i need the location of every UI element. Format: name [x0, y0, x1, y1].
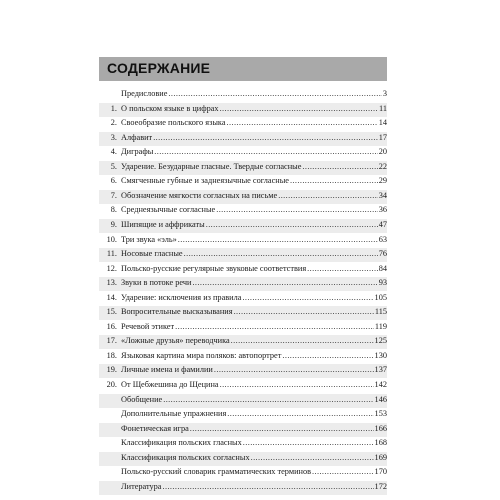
- toc-entry-page: 20: [378, 147, 387, 157]
- toc-entry-number: 20.: [106, 380, 117, 389]
- toc-entry-number: 3.: [110, 132, 117, 142]
- toc-entry: [99, 190, 387, 204]
- toc-entry-title: Фонетическая игра: [121, 423, 189, 433]
- toc-entry-title: Личные имена и фамилии: [121, 365, 213, 375]
- toc-entry: [99, 161, 387, 175]
- dot-leader: [216, 204, 377, 216]
- toc-entry-number: 8.: [110, 205, 117, 215]
- dot-leader: [163, 481, 374, 493]
- toc-entry: [99, 408, 387, 422]
- toc-entry-page: 172: [374, 481, 387, 491]
- toc-entry-title: Ударение: исключения из правила: [121, 292, 242, 302]
- toc-entry-page: 125: [374, 336, 387, 346]
- toc-entry-page: 63: [378, 234, 387, 244]
- toc-entry-page: 169: [374, 452, 387, 462]
- toc-entry: [99, 350, 387, 364]
- toc-entry: [99, 146, 387, 160]
- toc-entry-number: 13.: [106, 278, 117, 288]
- toc-entry-page: 3: [382, 89, 387, 98]
- toc-entry-title: От Щебжешина до Щецина: [121, 380, 219, 389]
- toc-entry-number: 17.: [106, 336, 117, 346]
- dot-leader: [153, 132, 378, 144]
- toc-entry-page: 34: [378, 190, 387, 200]
- toc-entry-number: 11.: [106, 249, 117, 259]
- dot-leader: [184, 248, 378, 260]
- toc-entry-number: 19.: [106, 365, 117, 375]
- toc-entry-title: Предисловие: [121, 89, 168, 98]
- toc-entry: [99, 364, 387, 378]
- toc-entry-number: 10.: [106, 234, 117, 244]
- toc-entry: [99, 466, 387, 480]
- toc-entry-page: 119: [374, 321, 387, 331]
- toc-entry: [99, 117, 387, 131]
- toc-entry: [99, 219, 387, 233]
- dot-leader: [175, 321, 374, 333]
- toc-entry: [99, 306, 387, 320]
- dot-leader: [278, 190, 377, 202]
- contents-header-bar: [99, 57, 387, 81]
- toc-entry-title: Вопросительные высказывания: [121, 307, 233, 317]
- toc-entry-page: 84: [378, 263, 387, 273]
- toc-entry-page: 47: [378, 219, 387, 229]
- toc-entry-title: Классификация польских гласных: [121, 438, 242, 448]
- dot-leader: [282, 350, 373, 362]
- dot-leader: [243, 437, 374, 449]
- toc-entry: [99, 175, 387, 189]
- toc-entry-number: 5.: [110, 161, 117, 171]
- toc-entry-title: Польско-русские регулярные звуковые соответствия: [121, 263, 307, 273]
- dot-leader: [307, 263, 378, 275]
- toc-entry-title: Обобщение: [121, 394, 163, 404]
- toc-entry-page: 153: [374, 409, 387, 419]
- toc-entry: [99, 248, 387, 262]
- dot-leader: [234, 306, 374, 318]
- toc-entry-title: Диграфы: [121, 147, 154, 157]
- toc-entry-title: Алфавит: [121, 132, 153, 142]
- dot-leader: [242, 292, 373, 304]
- toc-entry-page: 105: [374, 292, 387, 302]
- dot-leader: [290, 175, 378, 187]
- toc-entry-title: Носовые гласные: [121, 249, 183, 259]
- toc-entry-page: 170: [374, 467, 387, 477]
- toc-entry: [99, 437, 387, 451]
- toc-entry-title: Классификация польских согласных: [121, 452, 250, 462]
- toc-entry-page: 22: [378, 161, 387, 171]
- dot-leader: [206, 219, 378, 231]
- dot-leader: [302, 161, 377, 173]
- toc-entry-page: 36: [378, 205, 387, 215]
- toc-entry-title: Своеобразие польского языка: [121, 118, 226, 128]
- dot-leader: [168, 88, 381, 100]
- toc-entry: [99, 292, 387, 306]
- toc-entry: [99, 379, 387, 393]
- dot-leader: [312, 466, 374, 478]
- toc-entry-title: Литература: [121, 481, 162, 491]
- toc-entry: [99, 321, 387, 335]
- toc-entry: [99, 277, 387, 291]
- toc-entry-title: Среднеязычные согласные: [121, 205, 216, 215]
- toc-entry: [99, 452, 387, 466]
- toc-entry-title: Речевой этикет: [121, 321, 175, 331]
- toc-entry-page: 146: [374, 394, 387, 404]
- toc-entry-page: 11: [379, 103, 387, 113]
- toc-entry-number: 6.: [110, 176, 117, 186]
- toc-entry-page: 76: [378, 249, 387, 259]
- toc-entry-number: 9.: [110, 219, 117, 229]
- toc-entry-number: 15.: [106, 307, 117, 317]
- toc-entry-number: 18.: [106, 350, 117, 360]
- dot-leader: [192, 277, 377, 289]
- toc-entry-title: Обозначение мягкости согласных на письме: [121, 190, 278, 200]
- dot-leader: [251, 452, 374, 464]
- dot-leader: [154, 146, 377, 158]
- toc-entry-title: Шипящие и аффрикаты: [121, 219, 205, 229]
- toc-entry: [99, 481, 387, 495]
- toc-entry: [99, 335, 387, 349]
- toc-entry-title: Смягченные губные и заднеязычные согласные: [121, 176, 289, 186]
- dot-leader: [220, 103, 378, 115]
- toc-entry-title: О польском языке в цифрах: [121, 103, 219, 113]
- toc-entry-title: Дополнительные упражнения: [121, 409, 227, 419]
- toc-entry-number: 7.: [110, 190, 117, 200]
- toc-entry-page: 29: [378, 176, 387, 186]
- toc-entry-page: 142: [374, 380, 387, 389]
- toc-entry: [99, 263, 387, 277]
- toc-entry-page: 93: [378, 278, 387, 288]
- toc-entry-title: Ударение. Безударные гласные. Твердые согласные: [121, 161, 302, 171]
- toc-entry-number: 16.: [106, 321, 117, 331]
- toc-entry-page: 115: [374, 307, 387, 317]
- toc-entry-page: 17: [378, 132, 387, 142]
- toc-entry-title: Языковая картина мира поляков: автопортрет: [121, 350, 282, 360]
- dot-leader: [190, 423, 374, 435]
- toc-entry-title: Звуки в потоке речи: [121, 278, 192, 288]
- toc-entry-number: 12.: [106, 263, 117, 273]
- toc-entry-page: 130: [374, 350, 387, 360]
- toc-entry-page: 166: [374, 423, 387, 433]
- toc-entry-title: Польско-русский словарик грамматических терминов: [121, 467, 312, 477]
- toc-entry: [99, 423, 387, 437]
- toc-entry-number: 2.: [110, 118, 117, 128]
- dot-leader: [227, 408, 373, 420]
- toc-entry-number: 4.: [110, 147, 117, 157]
- dot-leader: [163, 394, 373, 406]
- dot-leader: [227, 117, 378, 129]
- toc-entry: [99, 394, 387, 408]
- page-title: СОДЕРЖАНИЕ: [107, 60, 211, 76]
- dot-leader: [214, 364, 374, 376]
- toc-entry-number: 14.: [106, 292, 117, 302]
- toc-entry-page: 14: [378, 118, 387, 128]
- toc-entry: [99, 103, 387, 117]
- toc-entry: [99, 204, 387, 218]
- toc-entry-title: Три звука «эль»: [121, 234, 177, 244]
- toc-entry: [99, 234, 387, 248]
- toc-entry-page: 168: [374, 438, 387, 448]
- toc-entry-number: 1.: [110, 103, 117, 113]
- toc-entry-page: 137: [374, 365, 387, 375]
- dot-leader: [231, 335, 374, 347]
- dot-leader: [178, 234, 378, 246]
- toc-entry: [99, 132, 387, 146]
- dot-leader: [220, 379, 374, 391]
- toc-entry: [99, 88, 387, 102]
- toc-entry-title: «Ложные друзья» переводчика: [121, 336, 230, 346]
